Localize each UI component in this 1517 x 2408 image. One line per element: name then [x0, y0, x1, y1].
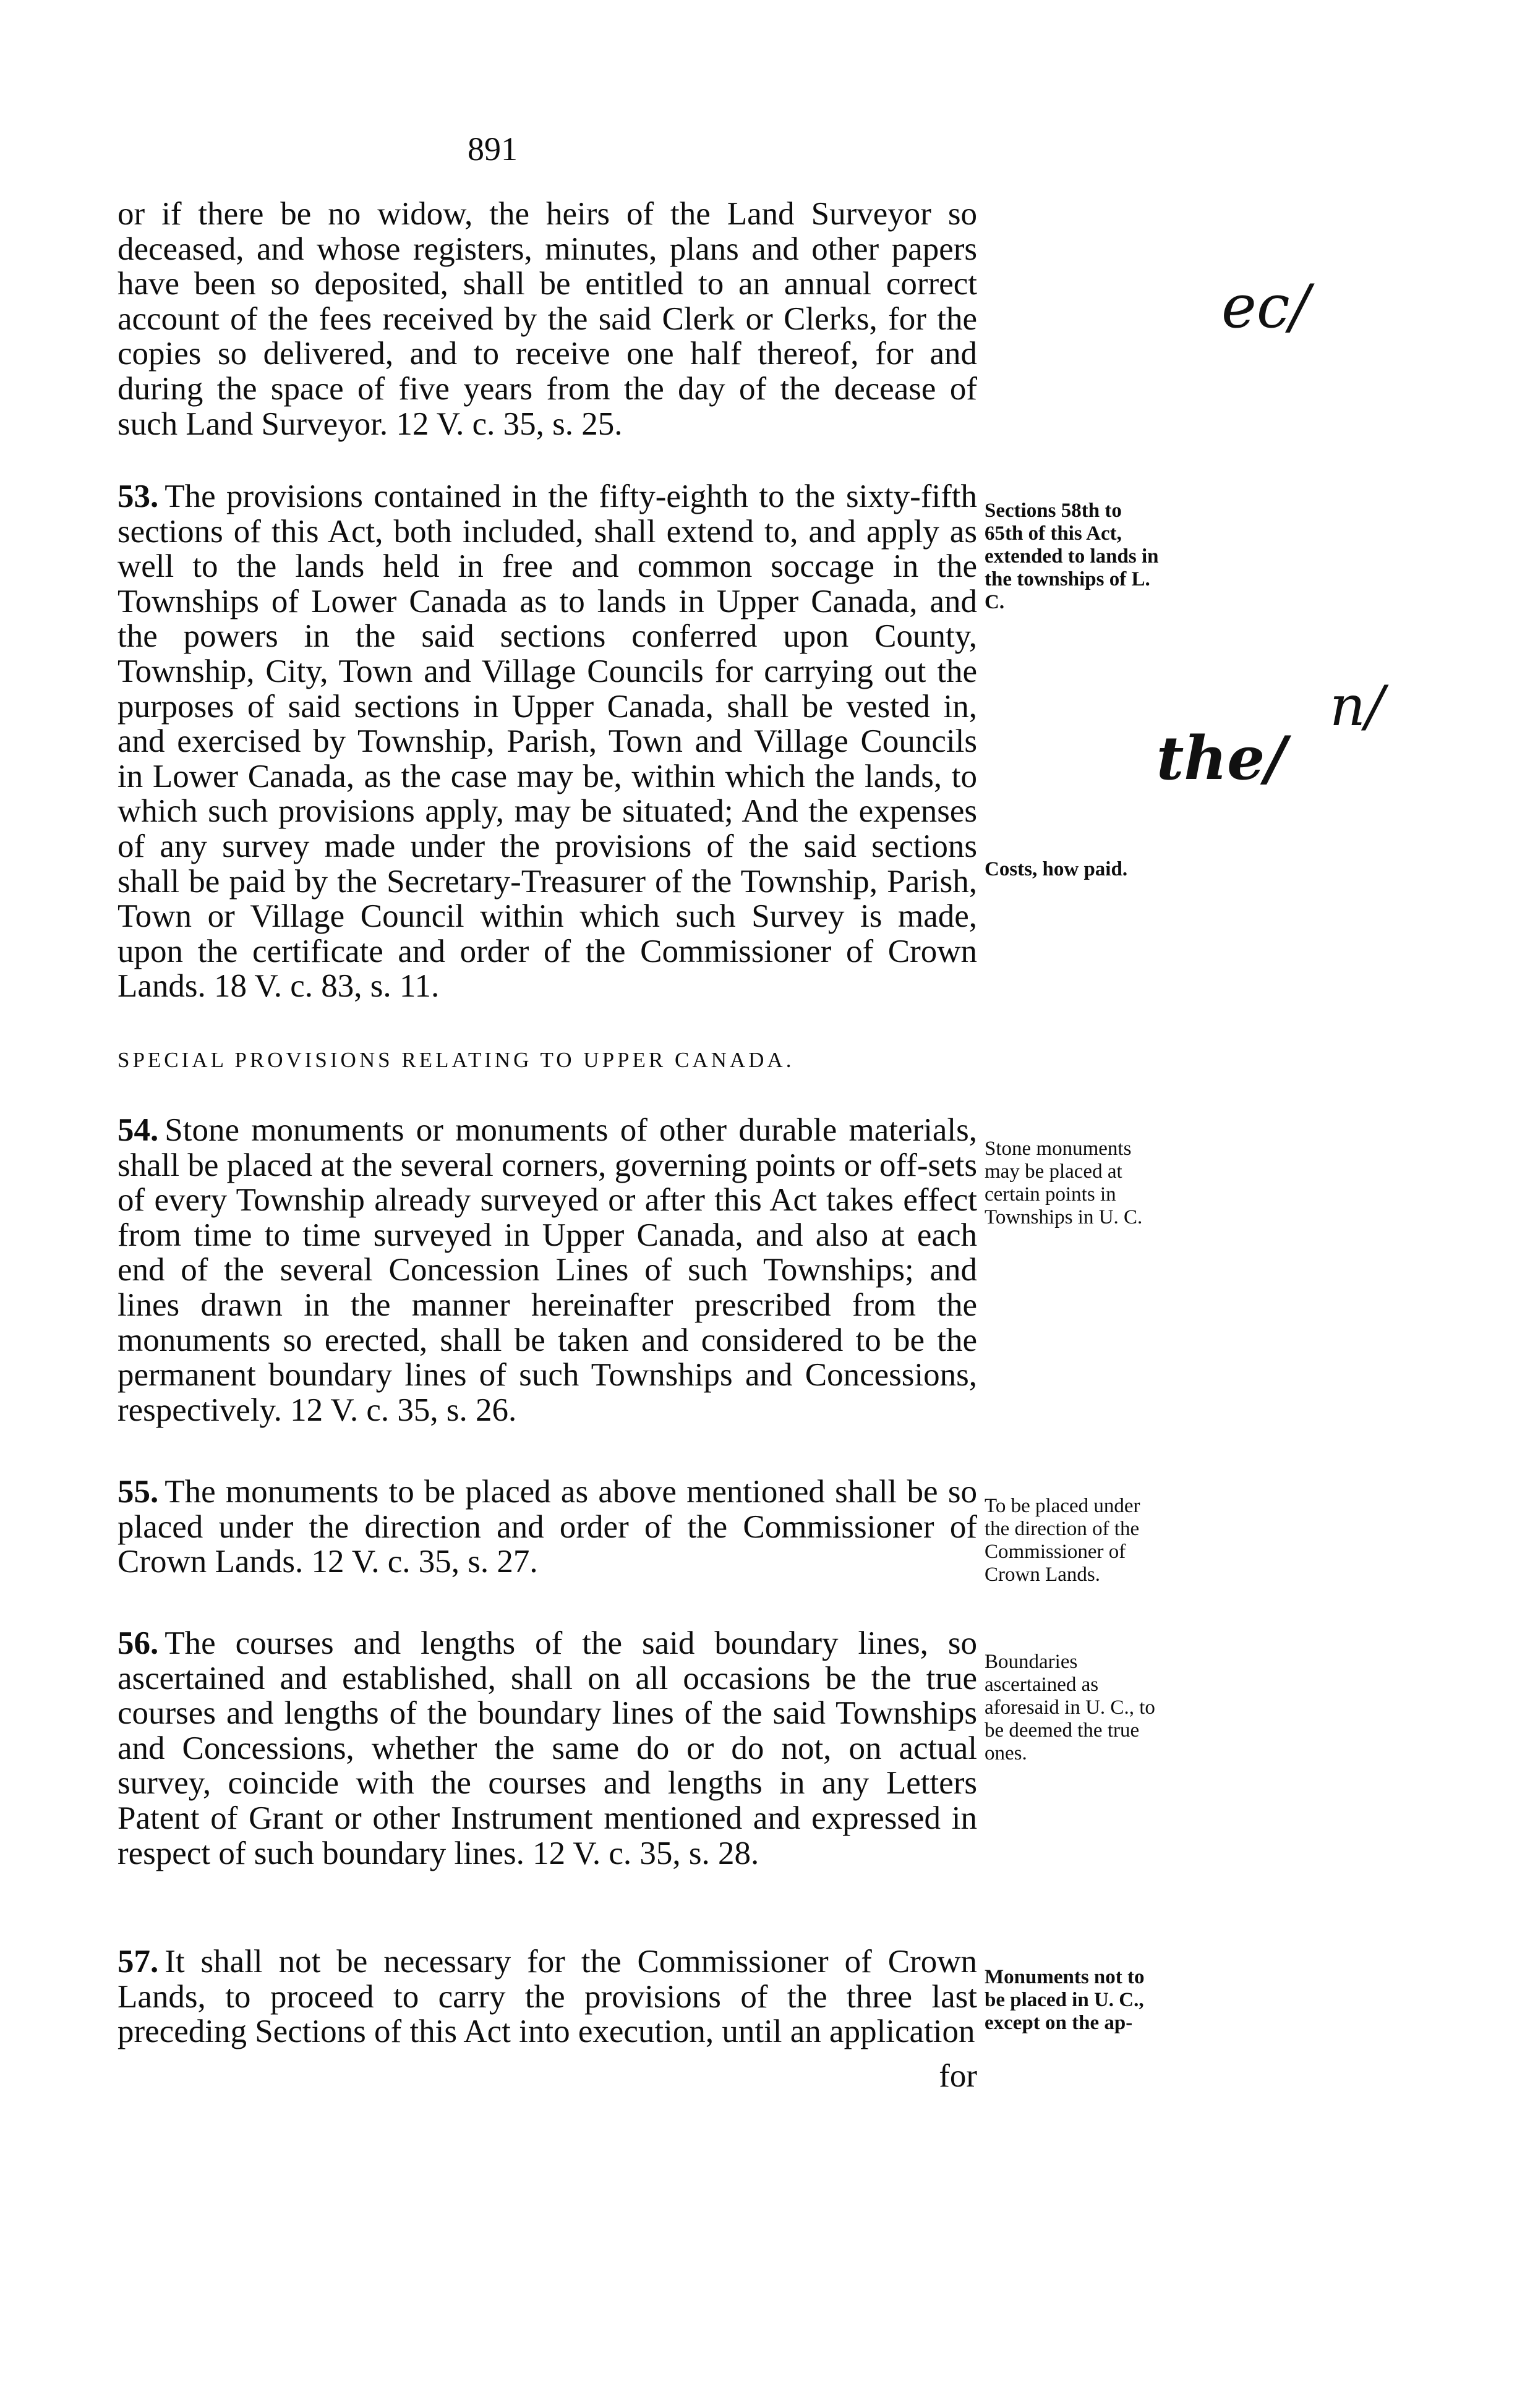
handwritten-annotation-the: the/ [1156, 723, 1287, 793]
page-number: 891 [468, 130, 518, 168]
section-body: It shall not be necessary for the Commissioner of Crown Lands, to proceed to carry the provisions of the three last preceding Sections of this Act into execution, until an application [118, 1944, 977, 2050]
section-55-text [118, 1474, 977, 1580]
side-note-monuments-not-placed: Monuments not to be placed in U. C., except on the ap- [985, 1966, 1145, 2034]
section-heading: SPECIAL PROVISIONS RELATING TO UPPER CANADA. [118, 1048, 795, 1072]
catchword-text: for [939, 2058, 977, 2094]
section-54 [118, 1113, 977, 1427]
side-note-stone-monuments: Stone monuments may be placed at certain points in Townships in U. C. [985, 1138, 1143, 1228]
paragraph-text: or if there be no widow, the heirs of the Land Surveyor so deceased, and whose registers, minutes, plans and other papers have been so deposited, shall be entitled to an annual correct account of the fees received by the said Clerk or Clerks, for the copies so delivered, and to receive one half thereof, for and during the space of five years from the day of the decease of such Land Surveyor. 12 V. c. 35, s. 25. [118, 196, 977, 442]
side-note-sections-58-65: Sections 58th to 65th of this Act, extended to lands in the townships of L. C. [985, 500, 1159, 613]
handwritten-annotation-n: n/ [1330, 674, 1385, 739]
section-body: Stone monuments or monuments of other durable materials, shall be placed at the several corners, governing points or off-sets of every Township already surveyed or after this Act takes effect from time to time surveyed in Upper Canada, and also at each end of the several Concession Lines of such Townships; and lines drawn in the manner hereinafter prescribed from the monuments so erected, shall be taken and considered to be the permanent boundary lines of such Townships and Concessions, respectively. 12 V. c. 35, s. 26. [118, 1112, 977, 1428]
section-number: 56. [118, 1625, 159, 1661]
section-body: The monuments to be placed as above mentioned shall be so placed under the direction and order of the Commissioner of Crown Lands. 12 V. c. 35, s. 27. [118, 1474, 977, 1580]
section-53-text [118, 479, 977, 1004]
section-53 [118, 479, 977, 1004]
paragraph-continuation [118, 197, 977, 441]
section-55 [118, 1474, 977, 1580]
catchword [118, 2059, 977, 2094]
section-number: 55. [118, 1474, 159, 1510]
handwritten-annotation-ec: ec/ [1221, 272, 1310, 341]
section-56 [118, 1626, 977, 1871]
section-number: 57. [118, 1944, 159, 1980]
section-body: The courses and lengths of the said boundary lines, so ascertained and established, shall on all occasions be the true courses and lengths of the boundary lines of the said Townships and Concessions, whether the same do or do not, on actual survey, coincide with the courses and lengths in any Letters Patent of Grant or other Instrument mentioned and expressed in respect of such boundary lines. 12 V. c. 35, s. 28. [118, 1625, 977, 1871]
section-56-text [118, 1626, 977, 1871]
section-number: 54. [118, 1112, 159, 1148]
side-note-costs: Costs, how paid. [985, 858, 1128, 880]
section-57 [118, 1944, 977, 2049]
section-57-text [118, 1944, 977, 2049]
section-54-text [118, 1113, 977, 1427]
section-number: 53. [118, 479, 159, 514]
side-note-boundaries-ascertained: Boundaries ascertained as aforesaid in U. C., to be deemed the true ones. [985, 1651, 1155, 1764]
section-body: The provisions contained in the fifty-eighth to the sixty-fifth sections of this Act, both included, shall extend to, and apply as well to the lands held in free and common soccage in the Townships of Lower Canada as to lands in Upper Canada, and the powers in the said sections conferred upon County, Township, City, Town and Village Councils for carrying out the purposes of said sections in Upper Canada, shall be vested in, and exercised by Township, Parish, Town and Village Councils in Lower Canada, as the case may be, within which the lands, to which such provisions apply, may be situated; And the expenses of any survey made under the provisions of the said sections shall be paid by the Secretary-Treasurer of the Township, Parish, Town or Village Council within which such Survey is made, upon the certificate and order of the Commissioner of Crown Lands. 18 V. c. 83, s. 11. [118, 479, 977, 1005]
side-note-placed-under-direction: To be placed under the direction of the Commissioner of Crown Lands. [985, 1495, 1140, 1586]
